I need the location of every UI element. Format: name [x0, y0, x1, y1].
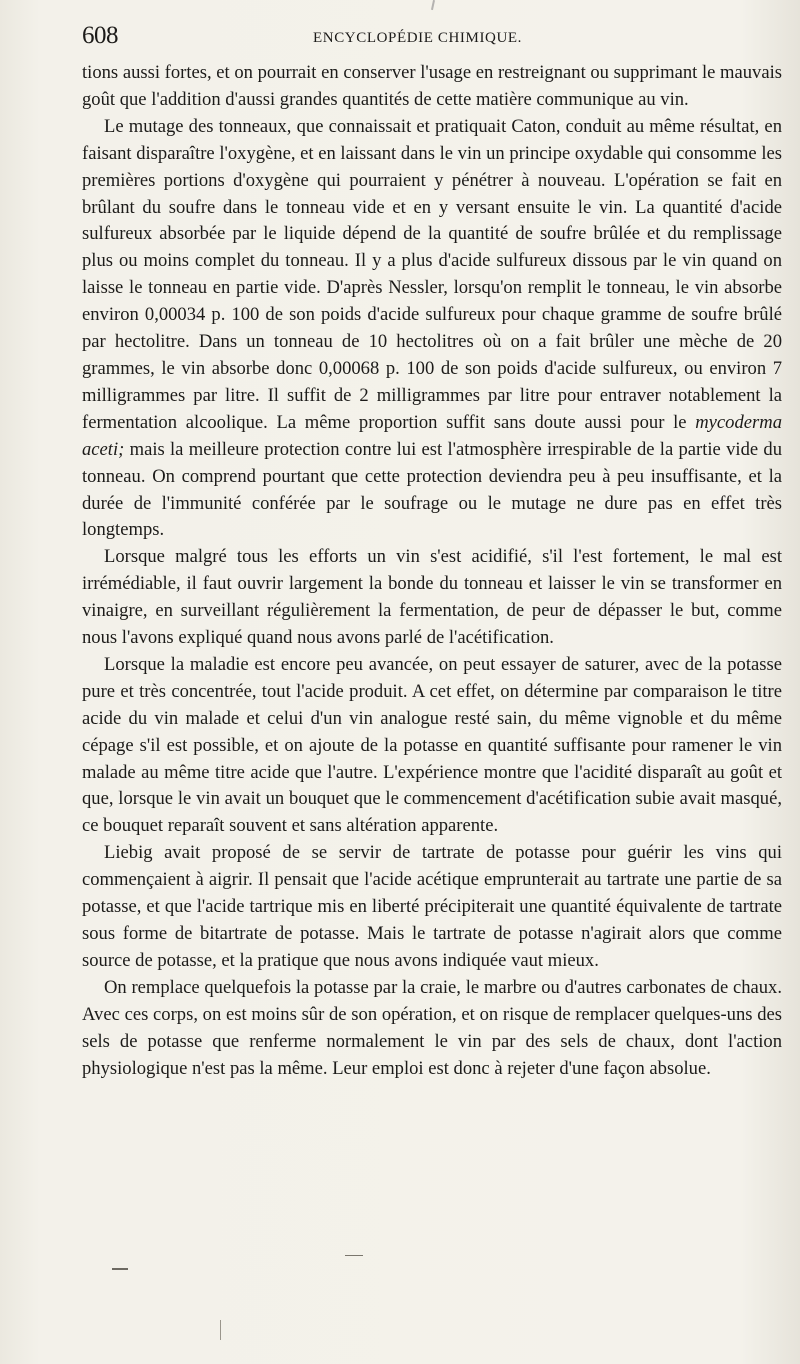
paragraph-text: Liebig avait proposé de se servir de tartrate de potasse pour guérir les vins qui commençaient à aigrir. Il pensait que l'acide acétique emprunterait au tartrate une partie de sa potasse, et que l'acide tartrique mis en liberté précipiterait une quantité équivalente de tartrate sous forme de bitartrate de potasse. Mais le tartrate de potasse n'agirait alors que comme source de potasse, et la pratique que nous avons indiquée vaut mieux. — [82, 842, 782, 971]
running-head: ENCYCLOPÉDIE CHIMIQUE. — [313, 30, 523, 46]
ink-mark — [431, 0, 435, 10]
paragraph-text: Lorsque la maladie est encore peu avancée, on peut essayer de saturer, avec de la potasse pure et très concentrée, tout l'acide produit. A cet effet, on détermine par comparaison le titre acide du vin malade et celui d'un vin analogue resté sain, du même vignoble et du même cépage s'il est possible, et on ajoute de la potasse en quantité suffisante pour ramener le vin malade au même titre acide que l'autre. L'expérience montre que l'acidité disparaît au goût et que, lorsque le vin avait un bouquet que le commencement d'acétification subie avait masqué, ce bouquet reparaît souvent et sans altération apparente. — [82, 653, 782, 837]
paragraph — [82, 114, 782, 545]
paragraph — [82, 840, 782, 975]
stray-mark — [345, 1255, 363, 1256]
stray-marks — [100, 1250, 400, 1360]
paragraph — [82, 975, 782, 1083]
paragraph-text: On remplace quelquefois la potasse par la craie, le marbre ou d'autres carbonates de chaux. Avec ces corps, on est moins sûr de son opération, et on risque de remplacer quelques-uns des sels de potasse que renferme normalement le vin par des sels de chaux, dont l'action physiologique n'est pas la même. Leur emploi est donc à rejeter d'une façon absolue. — [82, 976, 782, 1079]
italic-term: mycoderma aceti; — [82, 411, 782, 460]
stray-mark — [220, 1320, 221, 1340]
stray-mark — [112, 1268, 128, 1270]
paragraph-text: tions aussi fortes, et on pourrait en conserver l'usage en restreignant ou supprimant le mauvais goût que l'addition d'aussi grandes quantités de cette matière communique au vin. — [82, 62, 782, 110]
page-header — [82, 22, 782, 52]
paragraph — [82, 544, 782, 652]
body-text — [82, 60, 782, 1082]
paragraph-text: mais la meilleure protection contre lui est l'atmosphère irrespirable de la partie vide du tonneau. On comprend pourtant que cette protection deviendra peu à peu insuffisante, et la durée de l'immunité conférée par le soufrage ou le mutage ne dure pas en effet très longtemps. — [82, 438, 782, 541]
paragraph-text: Lorsque malgré tous les efforts un vin s'est acidifié, s'il l'est fortement, le mal est irrémédiable, il faut ouvrir largement la bonde du tonneau et laisser le vin se transformer en vinaigre, en surveillant régulièrement la fermentation, de peur de dépasser le but, comme nous l'avons expliqué quand nous avons parlé de l'acétification. — [82, 546, 782, 649]
paragraph-text: Le mutage des tonneaux, que connaissait et pratiquait Caton, conduit au même résultat, en faisant disparaître l'oxygène, et en laissant dans le vin un principe oxydable qui consomme les premières portions d'oxygène qui pourraient y pénétrer à nouveau. L'opération se fait en brûlant du soufre dans le tonneau vide et en y versant ensuite le vin. La quantité d'acide sulfureux absorbée par le liquide dépend de la quantité de soufre brûlée et du remplissage plus ou moins complet du tonneau. Il y a plus d'acide sulfureux dissous par le vin quand on laisse le tonneau en partie vide. D'après Nessler, lorsqu'on remplit le tonneau, le vin absorbe environ 0,00034 p. 100 de son poids d'acide sulfureux pour chaque gramme de soufre brûlé par hectolitre. Dans un tonneau de 10 hectolitres où on a fait brûler une mèche de 20 grammes, le vin absorbe donc 0,00068 p. 100 de son poids d'acide sulfureux, ou environ 7 milligrammes par litre. Il suffit de 2 milligrammes par litre pour entraver notablement la fermentation alcoolique. La même proportion suffit sans doute aussi pour le — [82, 115, 782, 433]
page-number: 608 — [82, 22, 118, 49]
paragraph — [82, 60, 782, 114]
paragraph — [82, 652, 782, 840]
